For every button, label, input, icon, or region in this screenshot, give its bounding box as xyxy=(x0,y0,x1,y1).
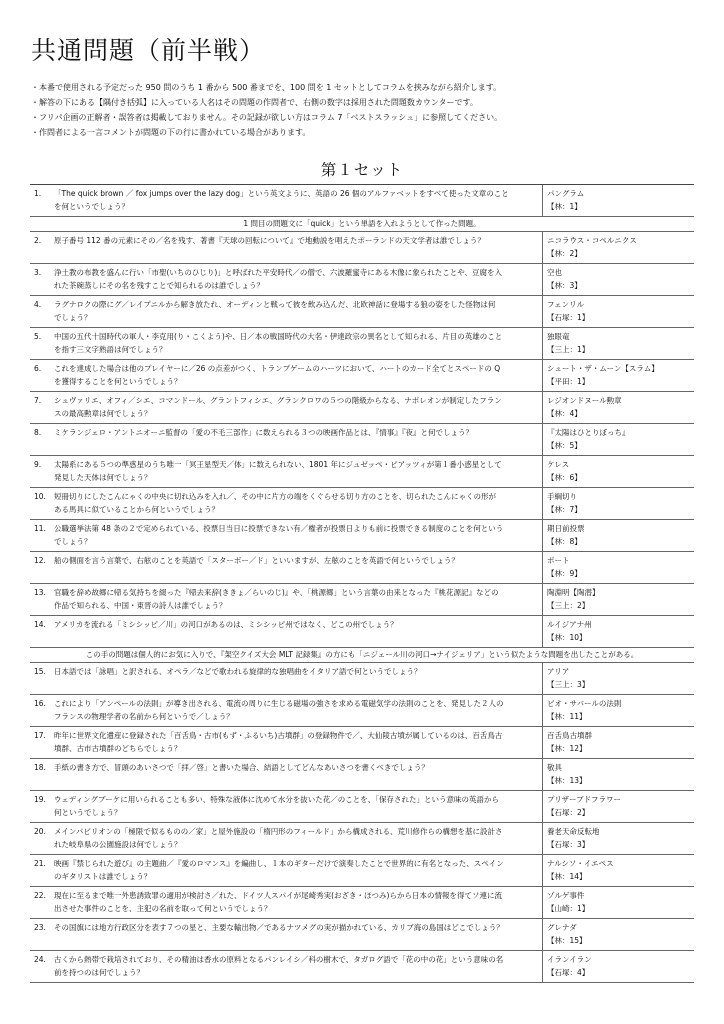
question-line: ある馬具に似ていることから何というでしょう？ xyxy=(54,504,219,514)
question-line: を獲得することを何というでしょう？ xyxy=(54,376,182,386)
question-table xyxy=(30,184,694,983)
author-counter: 【石塚：3】 xyxy=(547,840,590,849)
answer-cell xyxy=(542,759,695,790)
question-row xyxy=(30,456,694,488)
author-counter: 【林：10】 xyxy=(547,633,587,642)
question-line: 浄土教の布教を盛んに行い「市聖(いちのひじり)」と呼ばれた平安時代／の僧で、六波羅蜜寺にある木像に象られたことや、豆腐を入 xyxy=(54,268,503,277)
question-number: 12. xyxy=(34,556,46,565)
answer-text: フェンリル xyxy=(547,300,585,309)
answer-text: ビオ・サバールの法則 xyxy=(547,699,622,708)
question-number: 18. xyxy=(34,763,46,772)
note-line: ・解答の下にある【隅付き括弧】に入っている人名はその問題の作問者で、右側の数字は採用された問題数カウンターです。 xyxy=(31,98,478,107)
question-number: 15. xyxy=(34,667,46,676)
question-text xyxy=(54,267,540,293)
author-counter: 【林：4】 xyxy=(547,409,582,418)
answer-cell xyxy=(542,424,695,455)
author-comment: この手の問題は個人的にお気に入りで、『架空クイズ大会 MLT 記録集』の方にも「ニジェール川の河口→ナイジェリア」という似たような問題を出したことがある。 xyxy=(30,648,694,663)
question-line: 映画『禁じられた遊び』の主題曲／『愛のロマンス』を編曲し、１本のギターだけで演奏したことで世界的に有名となった、スペイン xyxy=(54,859,504,868)
question-text xyxy=(54,427,540,453)
question-text xyxy=(54,331,540,357)
question-row xyxy=(30,296,694,328)
question-text xyxy=(54,299,540,325)
question-text xyxy=(54,858,540,884)
question-text xyxy=(54,587,540,613)
question-line: を何というでしょう？ xyxy=(54,201,129,211)
author-counter: 【林：3】 xyxy=(547,281,582,290)
answer-text: 養老天命反転地 xyxy=(547,827,600,836)
author-counter: 【石塚：4】 xyxy=(547,968,590,977)
answer-cell xyxy=(542,616,695,647)
question-text xyxy=(54,235,540,261)
question-line: 船の側面を言う言葉で、右舷のことを英語で「スターボー／ド」といいますが、左舷のことを英語で何というでしょう？ xyxy=(54,556,459,565)
question-text xyxy=(54,523,540,549)
answer-text: ゾルゲ事件 xyxy=(547,891,585,900)
question-line: 原子番号 112 番の元素にその／名を残す、著書『天球の回転について』で地動説を唱えたポーランドの天文学者は誰でしょう？ xyxy=(54,236,485,245)
answer-text: グレナダ xyxy=(547,923,577,932)
answer-text: イランイラン xyxy=(547,955,592,964)
question-row xyxy=(30,616,694,648)
question-text xyxy=(54,922,540,948)
question-row xyxy=(30,887,694,919)
question-line: 現在に至るまで唯一外患誘致罪の適用が検討さ／れた、ドイツ人スパイが尾崎秀実(おざき・ほつみ)らから日本の情報を得てソ連に流 xyxy=(54,891,502,900)
answer-text: 手綱切り xyxy=(547,492,577,501)
question-text xyxy=(54,555,540,581)
intro-notes xyxy=(31,80,711,140)
question-number: 16. xyxy=(34,699,46,708)
answer-cell xyxy=(542,360,695,391)
answer-text: 期日前投票 xyxy=(547,524,585,533)
question-row xyxy=(30,185,694,217)
question-line: 墳群、古市古墳群のどちらでしょう？ xyxy=(54,743,182,753)
author-counter: 【石塚：2】 xyxy=(547,808,590,817)
answer-cell xyxy=(542,488,695,519)
answer-cell xyxy=(542,392,695,423)
answer-text: 敬具 xyxy=(547,763,562,772)
question-line: 昨年に世界文化遺産に登録された「百舌鳥・古市(もず・ふるいち)古墳群」の登録物件で／、大仙陵古墳が属しているのは、百舌鳥古 xyxy=(54,731,503,740)
answer-text: ケレス xyxy=(547,460,570,469)
page-title: 共通問題（前半戦） xyxy=(31,36,266,65)
question-line: ラグナロクの際にグ／レイプニルから解き放たれ、オーディンと戦って彼を飲み込んだ、北欧神話に登場する狼の姿をした怪物は何 xyxy=(54,300,496,309)
question-number: 5. xyxy=(34,332,42,341)
answer-text: 百舌鳥古墳群 xyxy=(547,731,592,740)
question-text xyxy=(54,459,540,485)
author-counter: 【林：8】 xyxy=(547,537,582,546)
question-number: 6. xyxy=(34,364,42,373)
answer-cell xyxy=(542,264,695,295)
question-number: 17. xyxy=(34,731,46,740)
question-number: 10. xyxy=(34,492,46,501)
question-row xyxy=(30,552,694,584)
question-line: 官職を辞め故郷に帰る気持ちを綴った『帰去来辞(ききょ／らいのじ)』や、「桃源郷」という言葉の由来となった『桃花源記』などの xyxy=(54,588,499,597)
question-text xyxy=(54,666,540,692)
answer-cell xyxy=(542,232,695,263)
question-row xyxy=(30,823,694,855)
question-text xyxy=(54,363,540,389)
question-text xyxy=(54,794,540,820)
question-number: 11. xyxy=(34,524,46,533)
answer-text: シュート・ザ・ムーン【スラム】 xyxy=(547,364,659,373)
question-text xyxy=(54,698,540,724)
answer-text: 『太陽はひとりぼっち』 xyxy=(547,428,630,437)
question-line: アメリカを流れる「ミシシッピ／川」の河口があるのは、ミシシッピ州ではなく、どこの州でしょう？ xyxy=(54,620,398,629)
question-row xyxy=(30,264,694,296)
question-row xyxy=(30,791,694,823)
question-number: 22. xyxy=(34,891,46,900)
question-text xyxy=(54,762,540,788)
answer-cell xyxy=(542,185,695,216)
question-row xyxy=(30,232,694,264)
question-text xyxy=(54,890,540,916)
question-number: 9. xyxy=(34,460,42,469)
answer-cell xyxy=(542,456,695,487)
author-counter: 【林：14】 xyxy=(547,872,587,881)
author-counter: 【石塚：1】 xyxy=(547,313,590,322)
question-text xyxy=(54,826,540,852)
answer-text: 空也 xyxy=(547,268,562,277)
question-row xyxy=(30,727,694,759)
question-row xyxy=(30,328,694,360)
question-number: 24. xyxy=(34,955,46,964)
question-line: のギタリストは誰でしょう？ xyxy=(54,871,152,881)
question-text xyxy=(54,491,540,517)
answer-text: プリザーブドフラワー xyxy=(547,795,621,804)
question-line: 中国の五代十国時代の軍人・李克用(り・こくよう)や、日／本の戦国時代の大名・伊達政宗の異名として知られる、片目の英雄のこと xyxy=(54,332,503,341)
set-title: 第１セット xyxy=(320,161,404,179)
answer-cell xyxy=(542,584,695,615)
question-row xyxy=(30,663,694,695)
author-counter: 【林：12】 xyxy=(547,744,587,753)
question-line: れた岐阜県の公園施設は何でしょう？ xyxy=(54,839,182,849)
author-counter: 【三上：2】 xyxy=(547,601,590,610)
question-number: 20. xyxy=(34,827,46,836)
question-line: 前を持つのは何でしょう？ xyxy=(54,967,144,977)
question-line: でしょう？ xyxy=(54,536,92,546)
question-line: れた茶碗蒸しにその名を残すことで知られるのは誰でしょう？ xyxy=(54,280,264,290)
question-line: 出させた事件のことを、主犯の名前を取って何というでしょう？ xyxy=(54,903,272,913)
answer-text: アリア xyxy=(547,667,570,676)
answer-cell xyxy=(542,855,695,886)
question-line: 太陽系にある５つの準惑星のうち唯一「冥王星型天／体」に数えられない、1801 年にジュゼッペ・ピアッツィが第１番小惑星として xyxy=(54,460,502,469)
question-line: メインパビリオンの「極限で似るものの／家」と屋外施設の「楕円形のフィールド」から構成される、荒川修作らの構想を基に設計さ xyxy=(54,827,503,836)
answer-text: レジオンドヌール勲章 xyxy=(547,396,622,405)
note-line: ・作問者による一言コメントが問題の下の行に書かれている場合があります。 xyxy=(31,128,311,137)
question-number: 13. xyxy=(34,588,46,597)
question-line: 日本語では「詠唱」と訳される、オペラ／などで歌われる旋律的な独唱曲をイタリア語で何というでしょう？ xyxy=(54,667,422,676)
note-line: ・フリパ企画の正解者・誤答者は掲載しておりません。その記録が欲しい方はコラム 7「ベストスラッシュ」に参照してください。 xyxy=(31,113,503,122)
question-line: 手紙の書き方で、冒頭のあいさつで「拝／啓」と書いた場合、結語としてどんなあいさつを書くべきでしょう？ xyxy=(54,763,429,772)
question-line: 公職選挙法第 48 条の２で定められている、投票日当日に投票できない有／権者が投票日よりも前に投票できる制度のことを何という xyxy=(54,524,504,533)
question-line: これを達成した場合は他のプレイヤーに／26 の点差がつく、トランプゲームのハーツにおいて、ハートのカード全てとスペードの Q xyxy=(54,364,501,373)
question-line: ミケランジェロ・アントニオーニ監督の「愛の不毛三部作」に数えられる３つの映画作品とは、『情事』『夜』と何でしょう？ xyxy=(54,428,474,437)
question-row xyxy=(30,919,694,951)
answer-cell xyxy=(542,791,695,822)
question-line: シュヴァリエ、オフィ／シエ、コマンドール、グラントフィシエ、グランクロワの５つの階級からなる、ナポレオンが制定したフラン xyxy=(54,396,502,405)
author-counter: 【林：2】 xyxy=(547,249,582,258)
answer-cell xyxy=(542,823,695,854)
question-text xyxy=(54,954,540,980)
answer-text: ナルシソ・イエペス xyxy=(547,859,614,868)
question-row xyxy=(30,584,694,616)
note-line: ・本番で使用される予定だった 950 問のうち 1 番から 500 番までを、100 問を 1 セットとしてコラムを挟みながら紹介します。 xyxy=(31,83,502,92)
question-line: 古くから熱帯で栽培されており、その精油は香水の原料となるパンレイシ／科の樹木で、タガログ語で「花の中の花」という意味の名 xyxy=(54,955,504,964)
question-row xyxy=(30,759,694,791)
question-line: を指す三文字熟語は何でしょう？ xyxy=(54,344,167,354)
question-line: ウェディングブーケに用いられることも多い、特殊な液体に沈めて水分を抜いた花／のことを、「保存された」という意味の英語から xyxy=(54,795,499,804)
question-line: 作品で知られる、中国・東晋の詩人は誰でしょう？ xyxy=(54,600,227,610)
author-counter: 【山崎：1】 xyxy=(547,904,590,913)
author-counter: 【平田：1】 xyxy=(547,377,590,386)
question-row xyxy=(30,520,694,552)
answer-cell xyxy=(542,951,695,982)
question-row xyxy=(30,855,694,887)
answer-text: ポート xyxy=(547,556,570,565)
author-counter: 【三上：1】 xyxy=(547,345,590,354)
question-row xyxy=(30,951,694,983)
question-number: 19. xyxy=(34,795,46,804)
answer-text: パングラム xyxy=(547,189,585,198)
author-comment: 1 問目の問題文に「quick」という単語を入れようとして作った問題。 xyxy=(30,217,694,232)
question-line: フランスの物理学者の名前から何というで／しょう？ xyxy=(54,711,234,721)
author-counter: 【林：13】 xyxy=(547,776,587,785)
author-counter: 【林：9】 xyxy=(547,569,582,578)
question-row xyxy=(30,424,694,456)
question-number: 4. xyxy=(34,300,42,309)
answer-cell xyxy=(542,919,695,950)
answer-cell xyxy=(542,887,695,918)
question-number: 14. xyxy=(34,620,46,629)
question-number: 3. xyxy=(34,268,42,277)
question-line: 発見した天体は何でしょう？ xyxy=(54,472,152,482)
answer-cell xyxy=(542,296,695,327)
author-counter: 【林：6】 xyxy=(547,473,582,482)
question-number: 23. xyxy=(34,923,46,932)
author-counter: 【林：7】 xyxy=(547,505,582,514)
question-number: 21. xyxy=(34,859,46,868)
answer-text: ルイジアナ州 xyxy=(547,620,592,629)
question-row xyxy=(30,488,694,520)
question-row xyxy=(30,392,694,424)
question-line: でしょう？ xyxy=(54,312,92,322)
author-counter: 【三上：3】 xyxy=(547,680,590,689)
question-row xyxy=(30,360,694,392)
question-line: 短冊切りにしたこんにゃくの中央に切れ込みを入れ／、その中に片方の端をくぐらせる切り方のことを、切られたこんにゃくの形が xyxy=(54,492,496,501)
answer-cell xyxy=(542,328,695,359)
question-number: 1. xyxy=(34,189,42,198)
author-counter: 【林：15】 xyxy=(547,936,587,945)
question-number: 2. xyxy=(34,236,42,245)
answer-cell xyxy=(542,727,695,758)
author-counter: 【林：5】 xyxy=(547,441,582,450)
author-counter: 【林：11】 xyxy=(547,712,587,721)
answer-cell xyxy=(542,552,695,583)
author-counter: 【林：1】 xyxy=(547,202,582,211)
question-text xyxy=(54,395,540,421)
question-line: その国旗には地方行政区分を表す７つの星と、主要な輸出物／であるナツメグの実が描かれている、カリブ海の島国はどこでしょう？ xyxy=(54,923,504,932)
question-number: 7. xyxy=(34,396,42,405)
question-line: 何というでしょう？ xyxy=(54,807,122,817)
question-number: 8. xyxy=(34,428,42,437)
answer-cell xyxy=(542,695,695,726)
answer-text: ニコラウス・コペルニクス xyxy=(547,236,637,245)
question-text xyxy=(54,730,540,756)
answer-text: 独眼竜 xyxy=(547,332,570,341)
answer-text: 陶淵明【陶潜】 xyxy=(547,588,600,597)
question-row xyxy=(30,695,694,727)
question-line: スの最高勲章は何でしょう？ xyxy=(54,408,152,418)
answer-cell xyxy=(542,520,695,551)
question-text xyxy=(54,619,540,645)
answer-cell xyxy=(542,663,695,694)
question-line: これにより「アンペールの法則」が導き出される、電流の周りに生じる磁場の強さを求める電磁気学の法則のことを、発見した２人の xyxy=(54,699,504,708)
question-line: 「The quick brown ／ fox jumps over the lazy dog」という英文ように、英語の 26 個のアルファベットをすべて使った文章のこと xyxy=(54,189,509,198)
question-text xyxy=(54,188,540,214)
